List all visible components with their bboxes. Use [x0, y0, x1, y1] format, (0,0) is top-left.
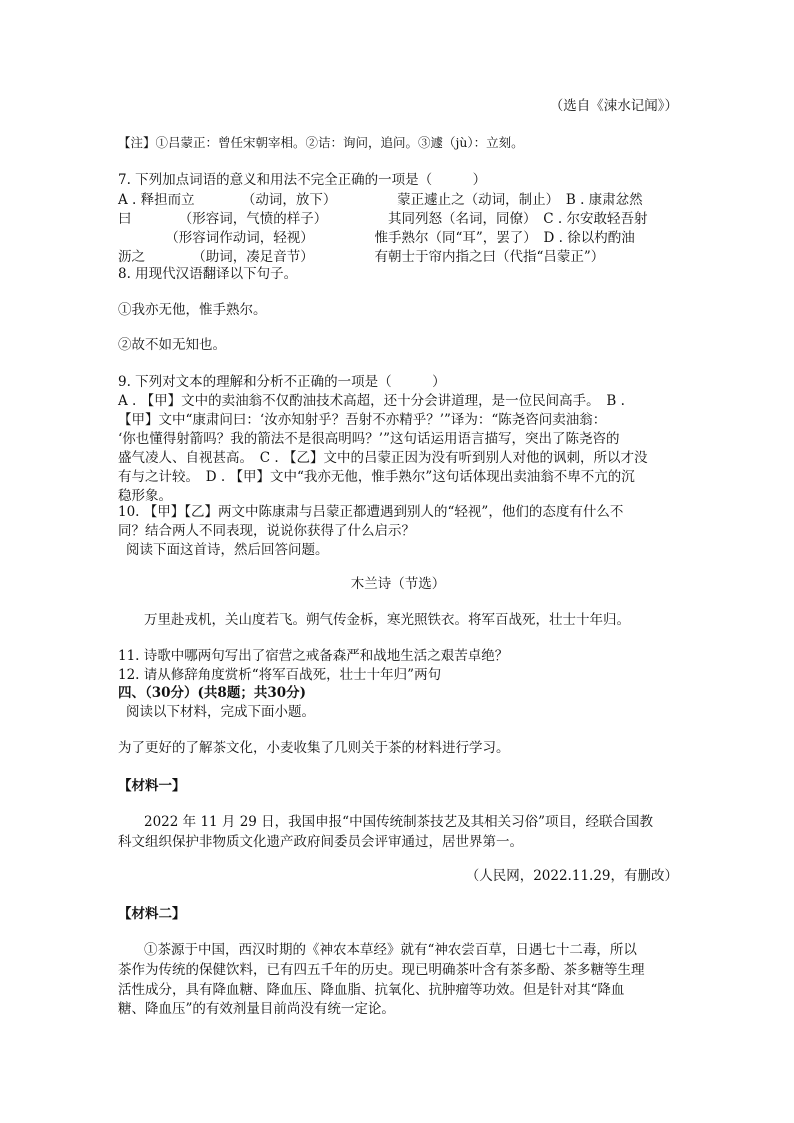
- question-9-stem: 9. 下列对文本的理解和分析不正确的一项是（ ）: [118, 374, 446, 390]
- question-9-line-6: 稳形象。: [118, 488, 172, 504]
- question-9-line-2: 【甲】文中“康肃问曰：‘汝亦知射乎？吾射不亦精乎？’”译为：“陈尧咨问卖油翁：: [118, 412, 607, 428]
- question-7-options-line-3: （形容词作动词，轻视） 惟手熟尔（同“耳”，罢了） D . 徐以杓酌油: [118, 230, 635, 246]
- material-2-line-3: 活性成分，具有降血糖、降血压、降血脂、抗氧化、抗肿瘤等功效。但是针对其“降血: [118, 982, 625, 998]
- question-7-stem: 7. 下列加点词语的意义和用法不完全正确的一项是（ ）: [118, 172, 487, 188]
- question-12: 12. 请从修辞角度赏析“将军百战死，壮士十年归”两句: [118, 667, 442, 683]
- material-1-title: 【材料一】: [118, 778, 186, 794]
- material-1-line-1: 2022 年 11 月 29 日，我国申报“中国传统制茶技艺及其相关习俗”项目，经联合国教: [144, 814, 653, 830]
- material-1-line-2: 科文组织保护非物质文化遗产政府间委员会评审通过，居世界第一。: [118, 834, 523, 850]
- section-4-heading: 四、（30分）(共8题；共30分): [118, 685, 306, 701]
- material-2-title: 【材料二】: [118, 906, 186, 922]
- section-4-intro: 阅读以下材料，完成下面小题。: [126, 704, 315, 720]
- question-7-options-line-1: A . 释担而立 （动词，放下） 蒙正遽止之（动词，制止） B . 康肃忿然: [118, 192, 643, 208]
- annotation-note: 【注】①吕蒙正：曾任宋朝宰相。②诘：询问，追问。③遽（jù）：立刻。: [118, 135, 524, 150]
- question-10-line-1: 10. 【甲】【乙】两文中陈康肃与吕蒙正都遭遇到别人的“轻视”，他们的态度有什么不: [118, 504, 624, 520]
- question-9-line-1: A . 【甲】文中的卖油翁不仅酌油技术高超，还十分会讲道理，是一位民间高手。 B .: [118, 393, 625, 409]
- question-11: 11. 诗歌中哪两句写出了宿营之戒备森严和战地生活之艰苦卓绝？: [118, 648, 509, 664]
- source-citation: （选自《涑水记闻》）: [549, 98, 678, 114]
- question-8-sentence-1: ①我亦无他，惟手熟尔。: [118, 302, 267, 318]
- tea-intro: 为了更好的了解茶文化，小麦收集了几则关于茶的材料进行学习。: [118, 740, 510, 756]
- poem-text: 万里赴戎机，关山度若飞。朔气传金柝，寒光照铁衣。将军百战死，壮士十年归。: [144, 612, 630, 628]
- poem-intro: 阅读下面这首诗，然后回答问题。: [126, 542, 329, 558]
- poem-title: 木兰诗（节选）: [350, 576, 446, 592]
- question-8-sentence-2: ②故不如无知也。: [118, 337, 226, 353]
- question-10-line-2: 同？结合两人不同表现，说说你获得了什么启示？: [118, 523, 415, 539]
- material-2-line-4: 糖、降血压”的有效剂量目前尚没有统一定论。: [118, 1001, 395, 1017]
- question-7-options-line-4: 沥之 （助词，凑足音节） 有朝士于帘内指之曰（代指“吕蒙正”）: [118, 249, 605, 265]
- material-2-line-1: ①茶源于中国，西汉时期的《神农本草经》就有“神农尝百草，日遇七十二毒，所以: [144, 942, 637, 958]
- question-9-line-4: 盛气凌人、自视甚高。 C . 【乙】文中的吕蒙正因为没有听到别人对他的讽刺，所以才没: [118, 450, 648, 466]
- question-9-line-3: ‘你也懂得射箭吗？我的箭法不是很高明吗？’”这句话运用语言描写，突出了陈尧咨的: [118, 431, 620, 447]
- question-7-options-line-2: 曰 （形容词，气愤的样子） 其同列怒（名词，同僚） C . 尔安敢轻吾射: [118, 211, 648, 227]
- question-9-line-5: 有与之计较。 D . 【甲】文中“我亦无他，惟手熟尔”这句话体现出卖油翁不卑不亢的沉: [118, 469, 635, 485]
- question-8-stem: 8. 用现代汉语翻译以下句子。: [118, 266, 298, 282]
- material-2-line-2: 茶作为传统的保健饮料，已有四五千年的历史。现已明确茶叶含有茶多酚、茶多糖等生理: [118, 962, 645, 978]
- material-1-source: （人民网，2022.11.29，有删改）: [465, 868, 678, 884]
